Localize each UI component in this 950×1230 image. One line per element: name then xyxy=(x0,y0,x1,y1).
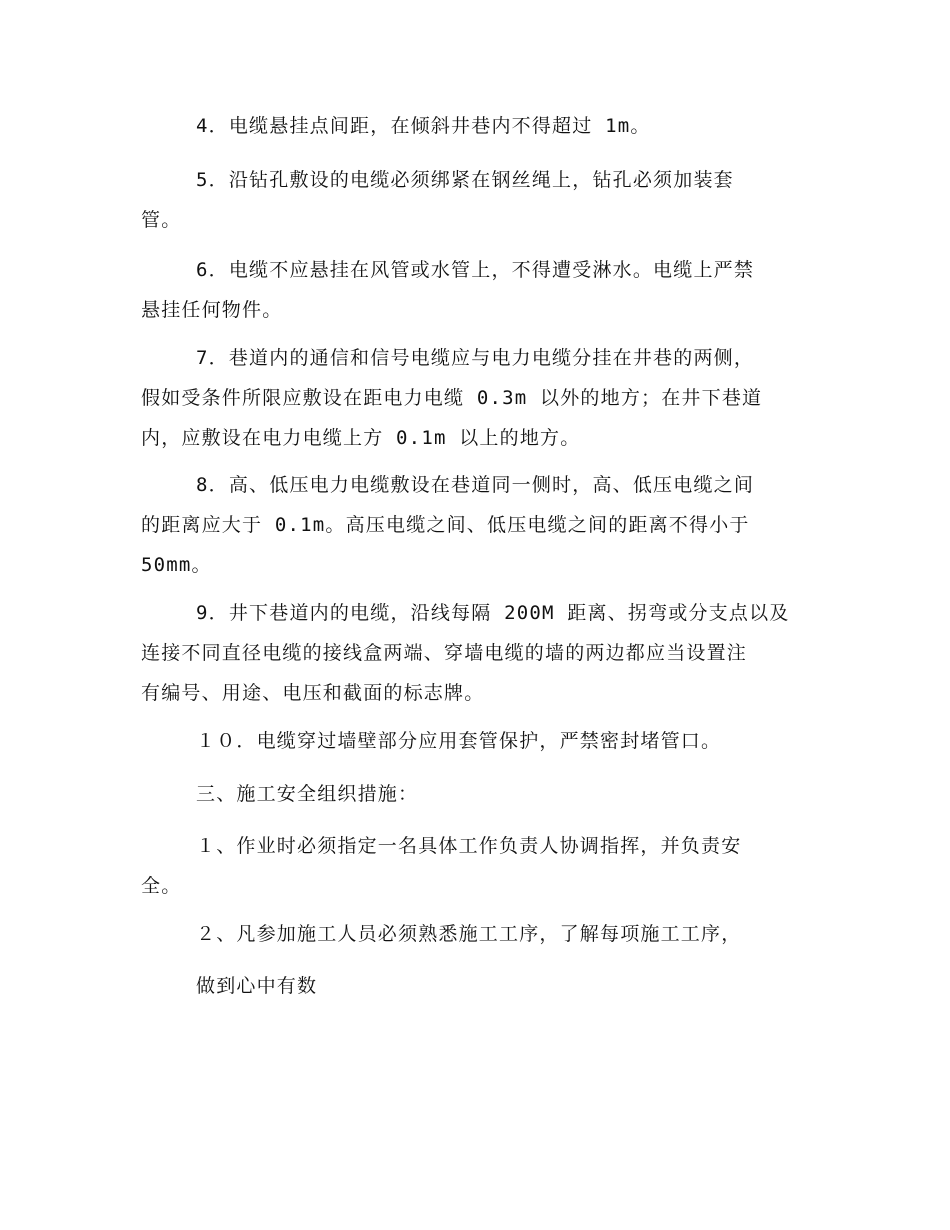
paragraph-item-9 xyxy=(141,593,811,713)
paragraph-item-7 xyxy=(141,338,811,458)
paragraph-item-6 xyxy=(141,250,811,330)
paragraph-item-5 xyxy=(141,160,811,240)
paragraph-line: 悬挂任何物件。 xyxy=(141,299,283,321)
paragraph-line: 9．井下巷道内的电缆，沿线每隔 200M 距离、拐弯或分支点以及 xyxy=(196,602,790,624)
paragraph-line: 管。 xyxy=(141,209,182,231)
paragraph-line: １、作业时必须指定一名具体工作负责人协调指挥，并负责安 xyxy=(196,835,742,857)
paragraph-line: 7．巷道内的通信和信号电缆应与电力电缆分挂在井巷的两侧， xyxy=(196,347,755,369)
paragraph-line: 4．电缆悬挂点间距，在倾斜井巷内不得超过 1m。 xyxy=(196,115,651,137)
paragraph-item-8 xyxy=(141,465,811,585)
paragraph-line: 全。 xyxy=(141,875,182,897)
paragraph-item-s3-1 xyxy=(141,826,811,906)
paragraph-line: １０．电缆穿过墙壁部分应用套管保护，严禁密封堵管口。 xyxy=(196,730,722,752)
paragraph-line: 有编号、用途、电压和截面的标志牌。 xyxy=(141,682,485,704)
paragraph-item-10 xyxy=(141,721,811,761)
paragraph-item-4 xyxy=(141,106,811,146)
paragraph-line: 50mm。 xyxy=(141,554,212,576)
paragraph-line: 连接不同直径电缆的接线盒两端、穿墙电缆的墙的两边都应当设置注 xyxy=(141,642,748,664)
paragraph-line: 的距离应大于 0.1m。高压电缆之间、低压电缆之间的距离不得小于 xyxy=(141,514,750,536)
paragraph-line: 5．沿钻孔敷设的电缆必须绑紧在钢丝绳上，钻孔必须加装套 xyxy=(196,169,734,191)
paragraph-line: 6．电缆不应悬挂在风管或水管上，不得遭受淋水。电缆上严禁 xyxy=(196,259,755,281)
paragraph-line: ２、凡参加施工人员必须熟悉施工工序，了解每项施工工序， xyxy=(196,923,742,945)
section-heading-text: 三、施工安全组织措施： xyxy=(196,783,419,805)
paragraph-line: 假如受条件所限应敷设在距电力电缆 0.3m 以外的地方；在井下巷道 xyxy=(141,387,763,409)
section-heading-3 xyxy=(141,774,811,814)
paragraph-item-s3-2-cont xyxy=(141,966,811,1006)
paragraph-line: 8．高、低压电力电缆敷设在巷道同一侧时，高、低压电缆之间 xyxy=(196,474,755,496)
paragraph-item-s3-2 xyxy=(141,914,811,954)
paragraph-line: 做到心中有数 xyxy=(196,975,318,997)
paragraph-line: 内，应敷设在电力电缆上方 0.1m 以上的地方。 xyxy=(141,427,581,449)
